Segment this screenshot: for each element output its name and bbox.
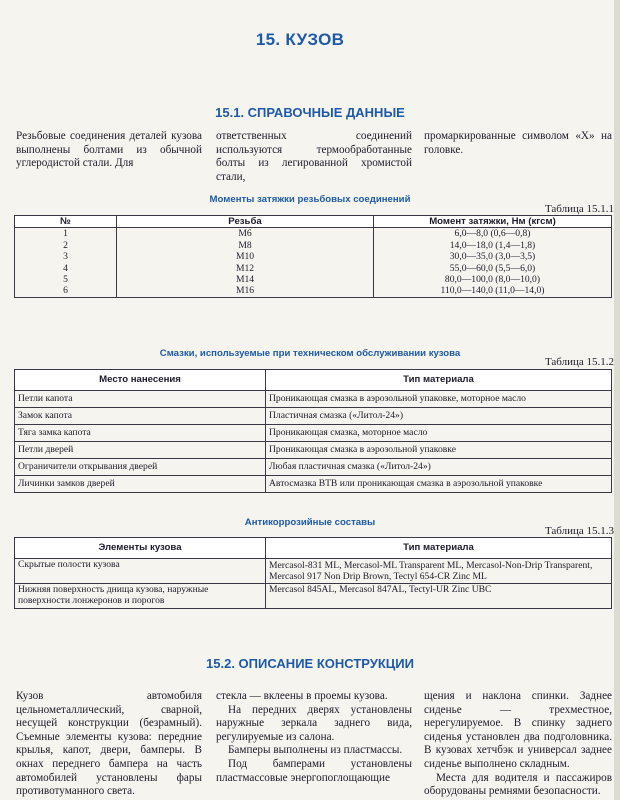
table-cell: М12 [117, 263, 374, 274]
anticorrosion-table [14, 537, 612, 609]
table-header-row [15, 538, 612, 559]
table-cell: М16 [117, 285, 374, 297]
intro-column-3: промаркированные символом «X» на головке. [424, 130, 612, 156]
table-row [15, 459, 612, 476]
paragraph: Под бамперами установлены пластмассовые энергопоглощающие [216, 757, 412, 784]
table-cell: 6 [15, 285, 117, 297]
table-cell: 4 [15, 263, 117, 274]
table-cell: Петли капота [15, 391, 266, 408]
table-cell: Нижняя поверхность днища кузова, наружные поверхности лонжеронов и порогов [15, 584, 266, 609]
table-cell: 1 [15, 228, 117, 240]
table-header-row [15, 216, 612, 228]
table3-number: Таблица 15.1.3 [544, 525, 614, 537]
intro-column-1: Резьбовые соединения деталей кузова выполнены болтами из обычной углеродистой стали. Для [16, 130, 202, 170]
table-row [15, 391, 612, 408]
table-cell: М14 [117, 274, 374, 285]
desc-column-1: Кузов автомобиля цельнометаллический, сварной, несущей конструкции (безрамный). Съемные элементы кузова: передние крылья, капот, двери, бамперы. В окнах переднего бампера на часть автомобилей установлены фары противотуманного света. [16, 690, 202, 798]
table-row [15, 251, 612, 262]
paragraph: стекла — вклеены в проемы кузова. [216, 690, 388, 702]
paragraph: щения и наклона спинки. Заднее сиденье — трехместное, нерегулируемое. В спинку заднего сиденья установлен два подголовника. В кузовах хетчбэк и универсал заднее сиденье выполнено складным. [424, 690, 612, 770]
table-row [15, 228, 612, 240]
table-cell: Личинки замков дверей [15, 476, 266, 493]
table1-number: Таблица 15.1.1 [544, 203, 614, 215]
table-cell: Mercasol-831 ML, Mercasol-ML Transparent ML, Mercasol-Non-Drip Transparent, Mercasol 917 Non Drip Brown, Tectyl 654-CR Zinc ML [266, 559, 612, 584]
header-cell: № [15, 216, 117, 228]
table-row [15, 274, 612, 285]
chapter-title: 15. КУЗОВ [255, 30, 345, 49]
table-cell: 55,0—60,0 (5,5—6,0) [374, 263, 612, 274]
table-row [15, 285, 612, 297]
header-cell: Тип материала [266, 538, 612, 559]
header-cell: Элементы кузова [15, 538, 266, 559]
intro-column-2: ответственных соединений используются термообработанные болты из легированной хромистой стали, [216, 130, 412, 183]
table-cell: 3 [15, 251, 117, 262]
table-cell: Любая пластичная смазка («Литол-24») [266, 459, 612, 476]
table-row [15, 476, 612, 493]
table-cell: Ограничители открывания дверей [15, 459, 266, 476]
table-cell: 110,0—140,0 (11,0—14,0) [374, 285, 612, 297]
table1-title: Моменты затяжки резьбовых соединений [209, 194, 411, 205]
table-cell: 14,0—18,0 (1,4—1,8) [374, 240, 612, 251]
table-cell: М10 [117, 251, 374, 262]
table-cell: Автосмазка ВТВ или проникающая смазка в аэрозольной упаковке [266, 476, 612, 493]
table-cell: 80,0—100,0 (8,0—10,0) [374, 274, 612, 285]
table-row [15, 408, 612, 425]
table-row [15, 263, 612, 274]
table2-number: Таблица 15.1.2 [544, 356, 614, 368]
header-cell: Место нанесения [15, 370, 266, 391]
table-cell: Проникающая смазка, моторное масло [266, 425, 612, 442]
table-cell: М8 [117, 240, 374, 251]
page-edge [614, 0, 620, 800]
header-cell: Тип материала [266, 370, 612, 391]
lubricants-table [14, 369, 612, 493]
table-cell: Замок капота [15, 408, 266, 425]
desc-column-2 [216, 690, 412, 785]
paragraph: Бамперы выполнены из пластмассы. [228, 744, 403, 757]
table-cell: 5 [15, 274, 117, 285]
table-cell: 30,0—35,0 (3,0—3,5) [374, 251, 612, 262]
table-row [15, 240, 612, 251]
table-row [15, 559, 612, 584]
table-cell: Проникающая смазка в аэрозольной упаковке [266, 442, 612, 459]
table-cell: Скрытые полости кузова [15, 559, 266, 584]
desc-column-3 [424, 690, 612, 799]
table-cell: Mercasol 845AL, Mercasol 847AL, Tectyl-UR Zinc UBC [266, 584, 612, 609]
torque-table [14, 215, 612, 298]
header-cell: Момент затяжки, Нм (кгсм) [374, 216, 612, 228]
table-cell: Петли дверей [15, 442, 266, 459]
table-cell: 6,0—8,0 (0,6—0,8) [374, 228, 612, 240]
section-title-reference: 15.1. СПРАВОЧНЫЕ ДАННЫЕ [215, 105, 405, 120]
table-cell: 2 [15, 240, 117, 251]
section-title-description: 15.2. ОПИСАНИЕ КОНСТРУКЦИИ [206, 656, 414, 671]
table-cell: М6 [117, 228, 374, 240]
table-row [15, 442, 612, 459]
paragraph: На передних дверях установлены наружные зеркала заднего вида, регулируемые из салона. [216, 703, 412, 743]
table-cell: Проникающая смазка в аэрозольной упаковке, моторное масло [266, 391, 612, 408]
table-row [15, 584, 612, 609]
table-header-row [15, 370, 612, 391]
table2-title: Смазки, используемые при техническом обслуживании кузова [159, 348, 461, 359]
table-cell: Тяга замка капота [15, 425, 266, 442]
table-cell: Пластичная смазка («Литол-24») [266, 408, 612, 425]
paragraph: Места для водителя и пассажиров оборудованы ремнями безопасности. [424, 771, 612, 798]
table-row [15, 425, 612, 442]
header-cell: Резьба [117, 216, 374, 228]
table3-title: Антикоррозийные составы [244, 517, 376, 528]
